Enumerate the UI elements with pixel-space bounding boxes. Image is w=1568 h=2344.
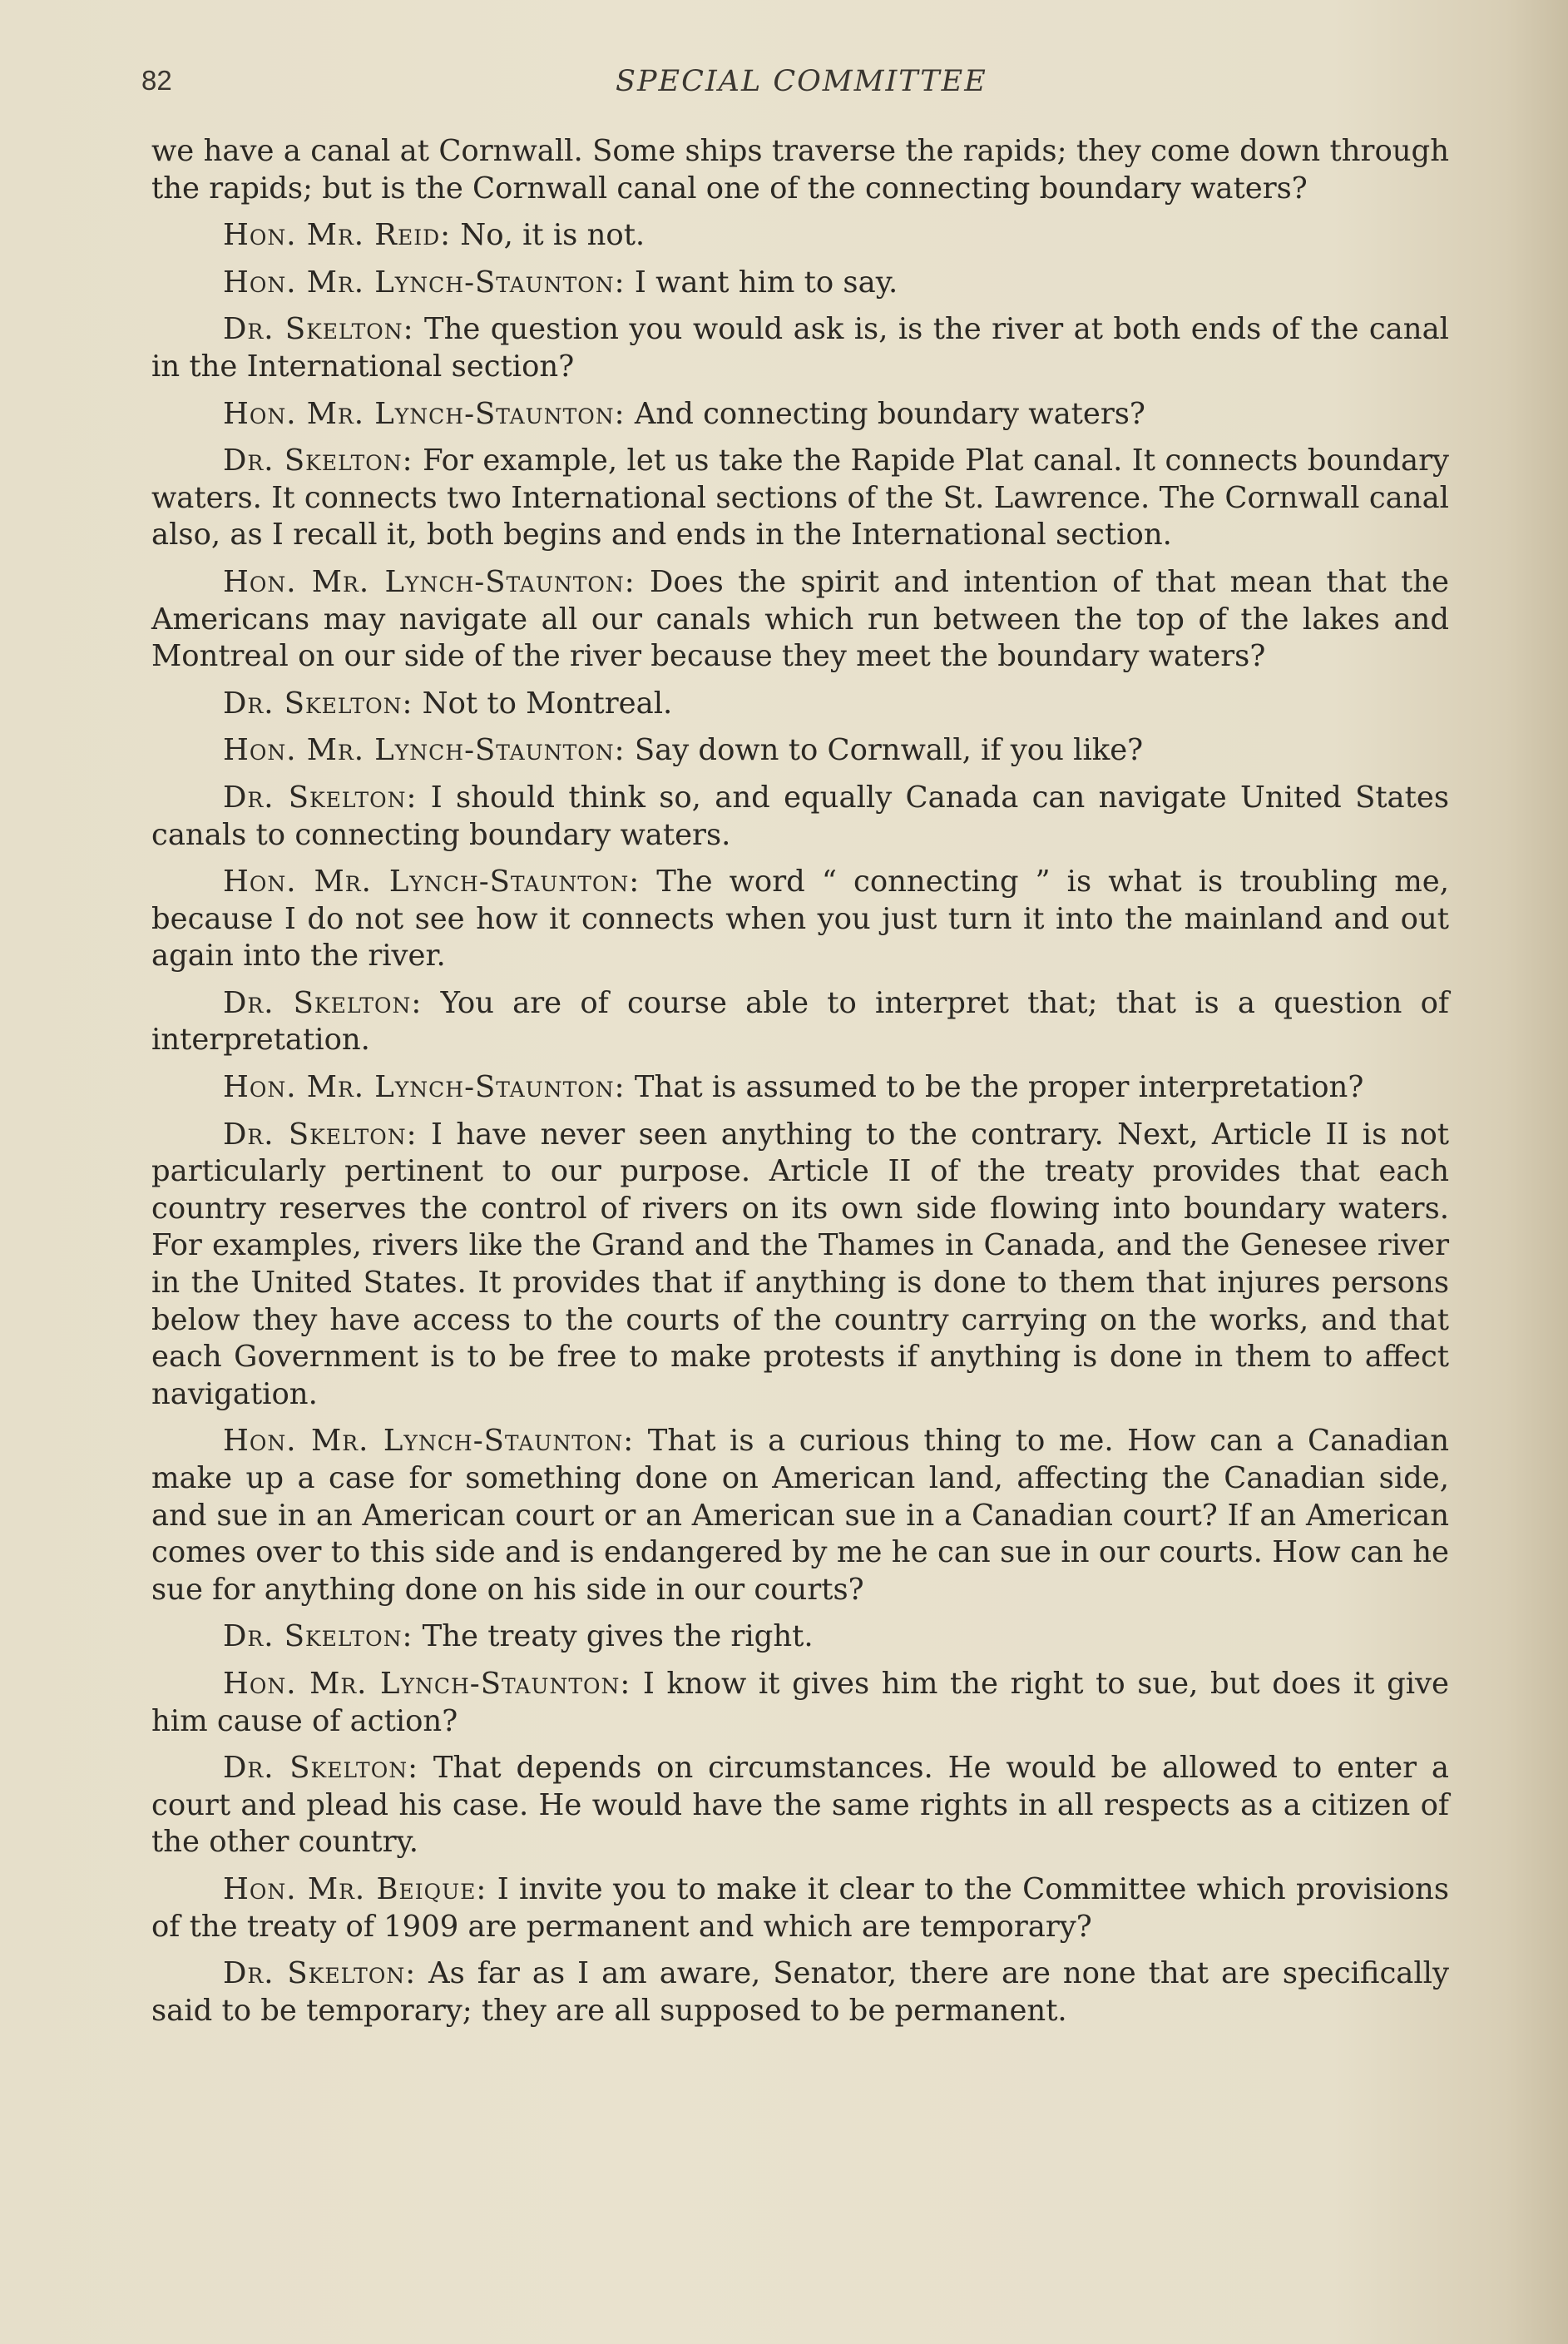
- speaker-name: Dr. Skelton:: [223, 985, 423, 1020]
- transcript-paragraph: [151, 311, 1449, 385]
- transcript-paragraph: [151, 1750, 1449, 1861]
- paragraph-text: I want him to say.: [625, 265, 898, 300]
- speaker-name: Dr. Skelton:: [223, 1619, 413, 1654]
- paragraph-text: I should think so, and equally Canada can navigate United States canals to connecting boundary waters.: [151, 780, 1449, 852]
- transcript-body: [151, 133, 1449, 2039]
- speaker-name: Dr. Skelton:: [223, 444, 413, 478]
- speaker-name: Dr. Skelton:: [223, 1751, 419, 1786]
- paragraph-text: And connecting boundary waters?: [625, 396, 1145, 431]
- transcript-paragraph: [151, 1955, 1449, 2029]
- paragraph-text: As far as I am aware, Senator, there are none that are specifically said to be temporary; they are all supposed to be permanent.: [151, 1956, 1449, 2028]
- page-number: 82: [141, 65, 172, 96]
- speaker-name: Hon. Mr. Beique:: [223, 1871, 487, 1906]
- paragraph-text: That is assumed to be the proper interpretation?: [625, 1070, 1364, 1105]
- paragraph-text: The word “ connecting ” is what is troubling me, because I do not see how it connects when you just turn it into the mainland and out again into the river.: [151, 865, 1449, 974]
- speaker-name: Dr. Skelton:: [223, 780, 418, 815]
- paragraph-text: I know it gives him the right to sue, but does it give him cause of action?: [151, 1666, 1449, 1738]
- speaker-name: Hon. Mr. Lynch-Staunton:: [223, 733, 626, 768]
- speaker-name: Hon. Mr. Lynch-Staunton:: [223, 564, 636, 599]
- speaker-name: Hon. Mr. Lynch-Staunton:: [223, 1666, 631, 1701]
- paragraph-text: No, it is not.: [451, 218, 646, 253]
- paragraph-text: I have never seen anything to the contrary. Next, Article II is not particularly pertinent to our purpose. Article II of the treaty provides that each country reserves the control of rivers on its own side flowing into boundary waters. For examples, rivers like the Grand and the Thames in Canada, and the Genesee river in the United States. It provides that if anything is done to them that injures persons below they have access to the courts of the country carrying on the works, and that each Government is to be free to make protests if anything is done in them to affect navigation.: [151, 1117, 1449, 1411]
- speaker-name: Hon. Mr. Reid:: [223, 218, 452, 253]
- speaker-name: Hon. Mr. Lynch-Staunton:: [223, 1424, 635, 1459]
- transcript-paragraph: [151, 564, 1449, 676]
- speaker-name: Hon. Mr. Lynch-Staunton:: [223, 265, 626, 300]
- paragraph-text: The treaty gives the right.: [413, 1619, 814, 1654]
- transcript-paragraph: [151, 1666, 1449, 1740]
- paragraph-text: That is a curious thing to me. How can a Canadian make up a case for something done on American land, affecting the Canadian side, and sue in an American court or an American sue in a Canadian court? If an American comes over to this side and is endangered by me he can sue in our courts. How can he sue for anything done on his side in our courts?: [151, 1424, 1449, 1607]
- transcript-paragraph: [151, 217, 1449, 255]
- transcript-paragraph: [151, 686, 1449, 723]
- running-title: SPECIAL COMMITTEE: [616, 65, 987, 98]
- paragraph-text: Say down to Cornwall, if you like?: [625, 733, 1144, 768]
- speaker-name: Hon. Mr. Lynch-Staunton:: [223, 865, 641, 899]
- transcript-paragraph: [151, 864, 1449, 975]
- paragraph-text: For example, let us take the Rapide Plat canal. It connects boundary waters. It connects two International sections of the St. Lawrence. The Cornwall canal also, as I recall it, both begins and ends in the International section.: [151, 444, 1449, 553]
- paragraph-text: I invite you to make it clear to the Committee which provisions of the treaty of 1909 are permanent and which are temporary?: [151, 1871, 1449, 1944]
- paragraph-text: You are of course able to interpret that; that is a question of interpretation.: [151, 985, 1449, 1058]
- paragraph-text: Not to Montreal.: [413, 686, 673, 721]
- transcript-paragraph: [151, 396, 1449, 434]
- speaker-name: Hon. Mr. Lynch-Staunton:: [223, 1070, 626, 1105]
- transcript-paragraph: [151, 443, 1449, 554]
- paragraph-text: Does the spirit and intention of that mean that the Americans may navigate all our canals which run between the top of the lakes and Montreal on our side of the river because they meet the boundary waters?: [151, 564, 1449, 674]
- transcript-paragraph: [151, 780, 1449, 854]
- transcript-paragraph: [151, 732, 1449, 770]
- speaker-name: Dr. Skelton:: [223, 686, 413, 721]
- transcript-paragraph: [151, 265, 1449, 302]
- transcript-paragraph: [151, 1871, 1449, 1945]
- transcript-paragraph: [151, 1117, 1449, 1414]
- speaker-name: Dr. Skelton:: [223, 1956, 417, 1991]
- page-header: [141, 65, 1456, 107]
- transcript-paragraph: [151, 985, 1449, 1059]
- speaker-name: Dr. Skelton:: [223, 1117, 418, 1152]
- speaker-name: Dr. Skelton:: [223, 312, 414, 347]
- transcript-paragraph: [151, 133, 1449, 207]
- transcript-paragraph: [151, 1618, 1449, 1656]
- speaker-name: Hon. Mr. Lynch-Staunton:: [223, 396, 626, 431]
- paragraph-text: The question you would ask is, is the river at both ends of the canal in the International section?: [151, 312, 1449, 384]
- paragraph-text: That depends on circumstances. He would be allowed to enter a court and plead his case. He would have the same rights in all respects as a citizen of the other country.: [151, 1751, 1449, 1860]
- paragraph-text: we have a canal at Cornwall. Some ships traverse the rapids; they come down through the rapids; but is the Cornwall canal one of the connecting boundary waters?: [151, 134, 1449, 206]
- transcript-paragraph: [151, 1423, 1449, 1608]
- transcript-paragraph: [151, 1069, 1449, 1107]
